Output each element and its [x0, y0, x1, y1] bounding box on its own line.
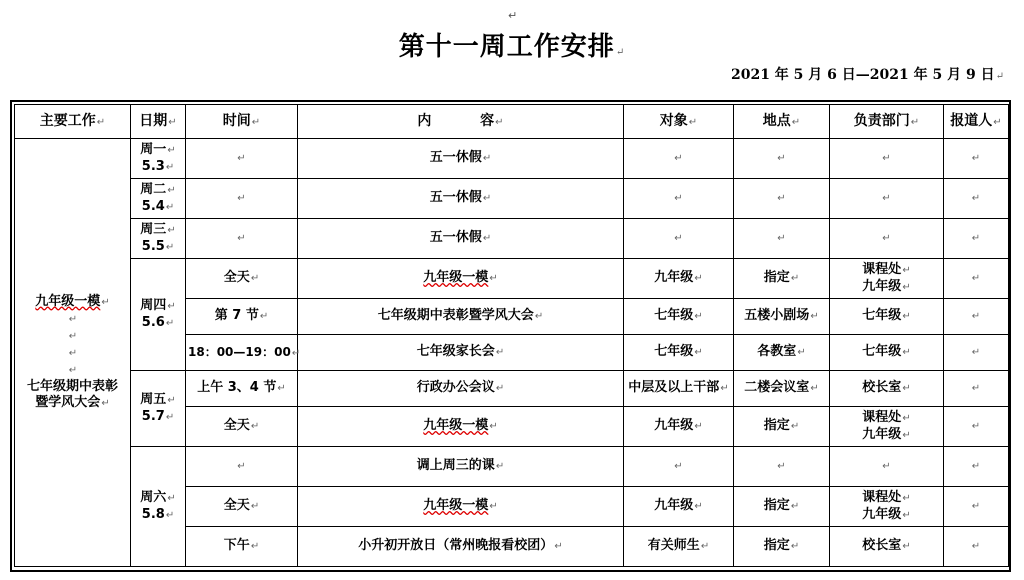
- header-main-work: 主要工作↵: [15, 105, 131, 139]
- table-row: [15, 259, 1009, 299]
- content-cell: 九年级一模↵: [298, 407, 624, 447]
- reporter-cell: ↵: [944, 487, 1009, 527]
- day-cell-fri: 周五↵ 5.7↵: [131, 371, 186, 447]
- day-cell-tue: 周二↵ 5.4↵: [131, 179, 186, 219]
- reporter-cell: ↵: [944, 371, 1009, 407]
- content-cell: 七年级期中表彰暨学风大会↵: [298, 299, 624, 335]
- date-range: [731, 64, 1004, 84]
- header-dept: 负责部门↵: [830, 105, 944, 139]
- target-cell: 七年级↵: [624, 335, 734, 371]
- content-cell: 调上周三的课↵: [298, 447, 624, 487]
- target-cell: ↵: [624, 219, 734, 259]
- table-row: [15, 139, 1009, 179]
- time-cell: 18：00—19：00↵: [186, 335, 298, 371]
- title-return-mark: ↵: [615, 47, 626, 58]
- time-cell: 第 7 节↵: [186, 299, 298, 335]
- day-cell-mon: 周一↵ 5.3↵: [131, 139, 186, 179]
- content-cell: 五一休假↵: [298, 179, 624, 219]
- day-cell-wed: 周三↵ 5.5↵: [131, 219, 186, 259]
- content-cell: 七年级家长会↵: [298, 335, 624, 371]
- header-reporter: 报道人↵: [944, 105, 1009, 139]
- content-cell: 九年级一模↵: [298, 259, 624, 299]
- reporter-cell: ↵: [944, 139, 1009, 179]
- place-cell: ↵: [734, 139, 830, 179]
- table-row: [15, 371, 1009, 407]
- reporter-cell: ↵: [944, 219, 1009, 259]
- time-cell: ↵: [186, 447, 298, 487]
- table-row: [15, 447, 1009, 487]
- reporter-cell: ↵: [944, 179, 1009, 219]
- dept-cell: 课程处↵ 九年级↵: [830, 407, 944, 447]
- time-cell: 上午 3、4 节↵: [186, 371, 298, 407]
- time-cell: 下午↵: [186, 527, 298, 567]
- dept-cell: 校长室↵: [830, 527, 944, 567]
- table-row: [15, 219, 1009, 259]
- time-cell: ↵: [186, 139, 298, 179]
- dept-cell: 七年级↵: [830, 299, 944, 335]
- main-work-line-1: 九年级一模↵: [35, 293, 110, 309]
- dept-cell: 课程处↵ 九年级↵: [830, 487, 944, 527]
- content-cell: 五一休假↵: [298, 219, 624, 259]
- reporter-cell: ↵: [944, 447, 1009, 487]
- dept-cell: ↵: [830, 139, 944, 179]
- dept-cell: ↵: [830, 219, 944, 259]
- day-cell-sat: 周六↵ 5.8↵: [131, 447, 186, 567]
- dept-cell: 七年级↵: [830, 335, 944, 371]
- header-target: 对象↵: [624, 105, 734, 139]
- reporter-cell: ↵: [944, 407, 1009, 447]
- target-cell: 九年级↵: [624, 407, 734, 447]
- place-cell: 五楼小剧场↵: [734, 299, 830, 335]
- content-cell: 九年级一模↵: [298, 487, 624, 527]
- time-cell: ↵: [186, 219, 298, 259]
- time-cell: 全天↵: [186, 259, 298, 299]
- place-cell: 各教室↵: [734, 335, 830, 371]
- title-text: 第十一周工作安排: [398, 32, 615, 62]
- content-cell: 行政办公会议↵: [298, 371, 624, 407]
- place-cell: 指定↵: [734, 259, 830, 299]
- target-cell: 九年级↵: [624, 487, 734, 527]
- main-work-line-7: 暨学风大会↵: [35, 394, 110, 410]
- top-return-mark: ↵: [508, 9, 518, 22]
- main-work-blank: ↵: [68, 364, 78, 376]
- target-cell: ↵: [624, 179, 734, 219]
- header-place: 地点↵: [734, 105, 830, 139]
- dept-cell: 校长室↵: [830, 371, 944, 407]
- content-cell: 五一休假↵: [298, 139, 624, 179]
- dept-cell: ↵: [830, 447, 944, 487]
- target-cell: 九年级↵: [624, 259, 734, 299]
- main-work-cell: [15, 139, 131, 567]
- main-work-line-6: 七年级期中表彰: [26, 378, 118, 394]
- dept-cell: 课程处↵ 九年级↵: [830, 259, 944, 299]
- header-date: 日期↵: [131, 105, 186, 139]
- target-cell: 有关师生↵: [624, 527, 734, 567]
- place-cell: 指定↵: [734, 527, 830, 567]
- main-work-blank: ↵: [68, 330, 78, 342]
- time-cell: ↵: [186, 179, 298, 219]
- target-cell: ↵: [624, 447, 734, 487]
- schedule-table: [14, 104, 1009, 567]
- main-work-blank: ↵: [68, 313, 78, 325]
- time-cell: 全天↵: [186, 407, 298, 447]
- day-cell-thu: 周四↵ 5.6↵: [131, 259, 186, 371]
- header-content: 内 容↵: [298, 105, 624, 139]
- page-title: [0, 26, 1024, 63]
- reporter-cell: ↵: [944, 299, 1009, 335]
- reporter-cell: ↵: [944, 527, 1009, 567]
- target-cell: 中层及以上干部↵: [624, 371, 734, 407]
- main-work-blank: ↵: [68, 347, 78, 359]
- place-cell: ↵: [734, 219, 830, 259]
- target-cell: ↵: [624, 139, 734, 179]
- time-cell: 全天↵: [186, 487, 298, 527]
- reporter-cell: ↵: [944, 259, 1009, 299]
- place-cell: 指定↵: [734, 407, 830, 447]
- place-cell: ↵: [734, 447, 830, 487]
- date-return-mark: ↵: [995, 71, 1004, 82]
- header-time: 时间↵: [186, 105, 298, 139]
- table-row: [15, 179, 1009, 219]
- content-cell: 小升初开放日（常州晚报看校团）↵: [298, 527, 624, 567]
- reporter-cell: ↵: [944, 335, 1009, 371]
- table-header-row: [15, 105, 1009, 139]
- place-cell: 指定↵: [734, 487, 830, 527]
- target-cell: 七年级↵: [624, 299, 734, 335]
- date-range-text: 2021 年 5 月 6 日—2021 年 5 月 9 日: [730, 67, 995, 83]
- dept-cell: ↵: [830, 179, 944, 219]
- place-cell: 二楼会议室↵: [734, 371, 830, 407]
- place-cell: ↵: [734, 179, 830, 219]
